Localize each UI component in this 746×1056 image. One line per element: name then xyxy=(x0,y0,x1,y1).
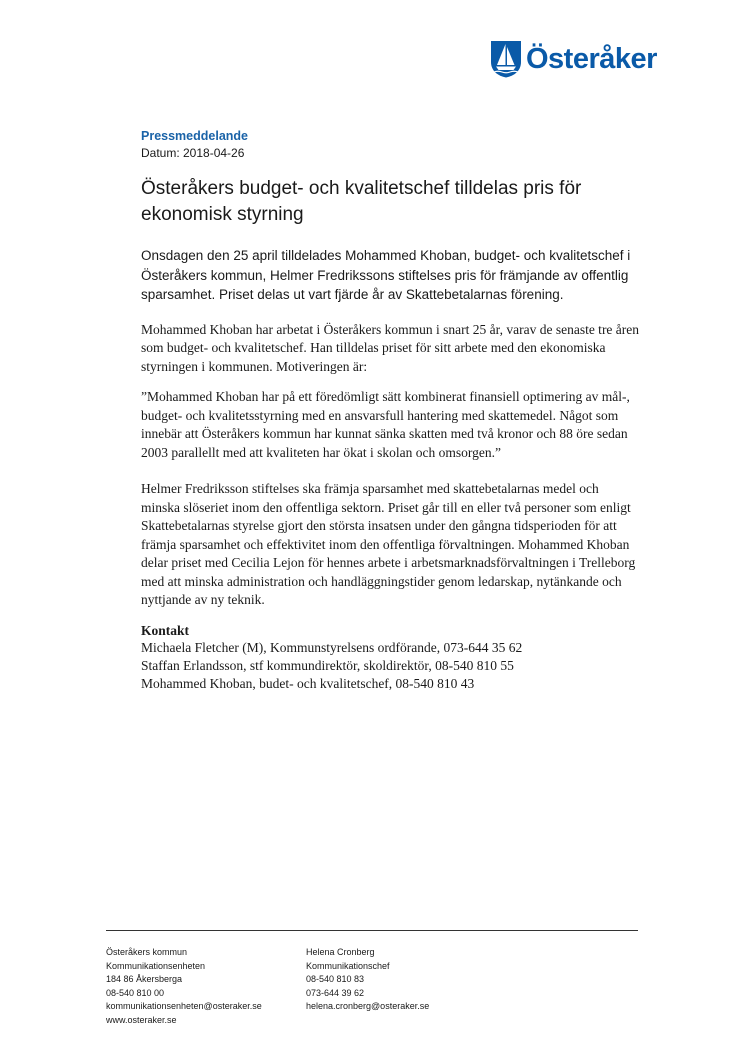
footer-line: Kommunikationschef xyxy=(306,960,390,971)
lead-paragraph: Onsdagen den 25 april tilldelades Mohammed Khoban, budget- och kvalitetschef i Österåkers kommun, Helmer Fredrikssons stiftelses pris för främjande av offentlig sparsamhet. Priset delas ut vart fjärde år av Skattebetalarnas förening. xyxy=(141,248,631,302)
footer-organization xyxy=(106,946,262,1028)
footer-website-link[interactable]: www.osteraker.se xyxy=(106,1014,177,1025)
contact-line: Michaela Fletcher (M), Kommunstyrelsens ordförande, 073-644 35 62 xyxy=(141,639,523,655)
release-date: Datum: 2018-04-26 xyxy=(141,146,245,160)
footer-line: 08-540 810 00 xyxy=(106,987,165,998)
footer-line: 073-644 39 62 xyxy=(306,987,365,998)
footer-email-link[interactable]: helena.cronberg@osteraker.se xyxy=(306,1001,430,1012)
footer-line: 184 86 Åkersberga xyxy=(106,974,183,985)
osteraker-emblem-icon xyxy=(490,40,522,78)
osteraker-logo xyxy=(490,40,660,80)
footer-line: Helena Cronberg xyxy=(306,947,375,957)
footer-email-link[interactable]: kommunikationsenheten@osteraker.se xyxy=(106,1001,262,1012)
footer-divider xyxy=(106,930,638,931)
contact-heading: Kontakt xyxy=(141,622,190,638)
footer-line: 08-540 810 83 xyxy=(306,974,365,985)
footer-line: Österåkers kommun xyxy=(106,947,188,957)
body-paragraph: Helmer Fredriksson stiftelses ska främja sparsamhet med skattebetalarnas medel och minska slöseriet inom den offentliga sektorn. Priset går till en eller två personer som enligt Skattebetalarnas styrelse gjort den största insatsen under den gångna tidsperioden för att främja sparsamhet och effektivitet inom den offentliga förvaltningen. Mohammed Khoban delar priset med Cecilia Lejon för hennes arbete i arbetsmarknadsförvaltningen i Trelleborg med att minska administration och handläggningstider genom ledarskap, nytänkande och nyttjande av ny teknik. xyxy=(141,481,636,607)
body-paragraph: Mohammed Khoban har arbetat i Österåkers kommun i snart 25 år, varav de senaste tre åren som budget- och kvalitetschef. Han tilldelas priset för sitt arbete med den ekonomiska styrningen i kommunen. Motiveringen är: xyxy=(141,321,640,374)
contact-line: Mohammed Khoban, budet- och kvalitetschef, 08-540 810 43 xyxy=(141,675,475,691)
document-type-label: Pressmeddelande xyxy=(141,129,248,143)
headline: Österåkers budget- och kvalitetschef tilldelas pris för ekonomisk styrning xyxy=(141,178,582,225)
contact-line: Staffan Erlandsson, stf kommundirektör, skoldirektör, 08-540 810 55 xyxy=(141,657,514,673)
press-release xyxy=(141,128,641,693)
footer-contact-person xyxy=(306,946,429,1014)
quote-paragraph: ”Mohammed Khoban har på ett föredömligt sätt kombinerat finansiell optimering av mål-, budget- och kvalitetsstyrning med en ansvarsfull hantering med skattemedel. Något som innebär att Österåkers kommun har kunnat sänka skatten med två kronor och 88 öre sedan 2003 parallellt med att kvaliteten har ökat i skolan och omsorgen.” xyxy=(141,389,630,460)
footer-line: Kommunikationsenheten xyxy=(106,960,206,971)
logo-wordmark: Österåker xyxy=(526,43,657,75)
